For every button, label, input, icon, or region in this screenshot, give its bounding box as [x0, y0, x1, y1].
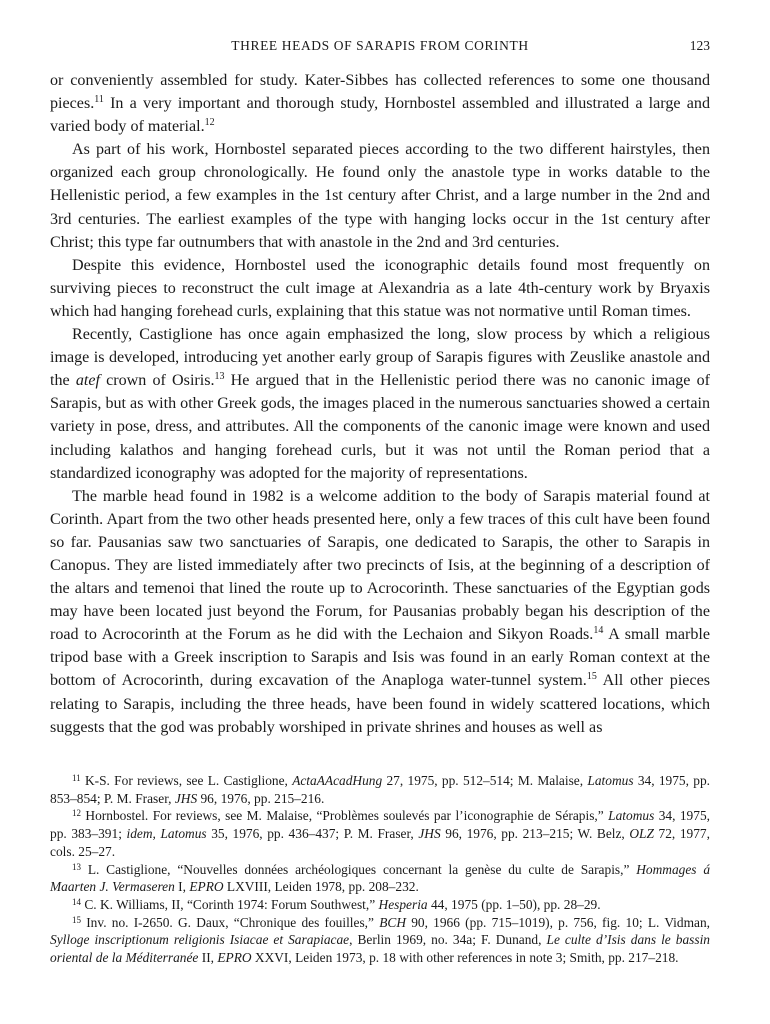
italic-text: ActaAAcadHung — [292, 773, 383, 788]
italic-text: Latomus — [608, 808, 655, 824]
text-run: Despite this evidence, Hornbostel used the iconographic details found most frequently on surviving pieces to reconstruct the cult image at Alexandria as a late 4th-century work by Bryaxis which had hanging forehead curls, explaining that this statue was not normative until Roman times. — [50, 256, 710, 320]
running-title: THREE HEADS OF SARAPIS FROM CORINTH — [231, 38, 529, 53]
footnote-ref: 11 — [94, 94, 104, 106]
text-run: 44, 1975 (pp. 1–50), pp. 28–29. — [427, 896, 601, 912]
text-run: 72, 1977, cols. 25–27. — [50, 826, 710, 859]
text-run: As part of his work, Hornbostel separated pieces according to the two different hairstyles, then organized each group chronologically. He found only the anastole type in works datable to the Hellenistic period, a few examples in the 1st century after Christ, and a large number in the 2nd and 3rd centuries. The earliest examples of the type with hanging locks occur in the 1st century after Christ; this type far outnumbers that with anastole in the 2nd and 3rd centuries. — [50, 141, 710, 251]
footnote-ref: 12 — [204, 117, 215, 129]
italic-text: Hommages á Maarten J. Vermaseren — [50, 861, 711, 895]
paragraph — [50, 323, 710, 485]
paragraph — [50, 69, 710, 138]
italic-text: OLZ — [629, 826, 654, 842]
text-run: K-S. For reviews, see L. Castiglione, — [84, 773, 293, 788]
text-run: He argued that in the Hellenistic period there was no canonic image of Sarapis, but as with other Greek gods, the images placed in the numerous sanctuaries showed a certain variety in pose, dress, and attributes. All the components of the canonic image were known and used including kalathos and hanging forehead curls, but it was not until the Roman period that a standardized iconography was adopted for the majority of representations. — [50, 372, 710, 482]
text-run: crown of Osiris. — [99, 372, 215, 390]
page-number: 123 — [689, 38, 710, 53]
italic-text: Hesperia — [378, 896, 428, 912]
text-run: Recently, Castiglione has once again emphasized the long, slow process by which a religious image is developed, introducing yet another early group of Sarapis figures with Zeuslike anastole and the — [50, 326, 710, 390]
footnote — [50, 861, 710, 896]
text-run: II, — [198, 950, 218, 966]
text-run: 34, 1975, pp. 853–854; P. M. Fraser, — [50, 773, 710, 806]
text-run: XXVI, Leiden 1973, p. 18 with other references in note 3; Smith, pp. 217–218. — [251, 950, 679, 966]
text-run: In a very important and thorough study, Hornbostel assembled and illustrated a large and varied body of material. — [50, 95, 710, 136]
page — [50, 38, 710, 739]
text-run: A small marble tripod base with a Greek inscription to Sarapis and Isis was found in an early Roman context at the bottom of Acrocorinth, during excavation of the Anaploga water-tunnel system. — [50, 626, 711, 690]
footnote-number: 15 — [72, 914, 81, 925]
footnote-number: 11 — [72, 773, 81, 783]
italic-text: Le culte d’Isis dans le bassin oriental de la Méditerranée — [50, 932, 710, 966]
text-run: C. K. Williams, II, “Corinth 1974: Forum Southwest,” — [84, 896, 379, 912]
footnotes — [50, 772, 710, 967]
text-run: Hornbostel. For reviews, see M. Malaise, “Problèmes soulevés par l’iconographie de Sérapis,” — [85, 808, 609, 824]
text-run: or conveniently assembled for study. Kater-Sibbes has collected references to some one thousand pieces. — [50, 72, 710, 113]
text-run: Inv. no. I-2650. G. Daux, “Chronique des fouilles,” — [86, 914, 380, 930]
text-run: 27, 1975, pp. 512–514; M. Malaise, — [382, 773, 588, 788]
text-run: The marble head found in 1982 is a welcome addition to the body of Sarapis material found at Corinth. Apart from the two other heads presented here, only a few traces of this cult have been found so far. Pausanias saw two sanctuaries of Sarapis, one dedicated to Sarapis, the other to Sarapis in Canopus. They are listed immediately after two precincts of Isis, at the beginning of a description of the altars and temenoi that lined the route up to Acrocorinth. These sanctuaries of the Egyptian gods may have been located just beyond the Forum, for Pausanias probably began his description of the road to Acrocorinth at the Forum as he did with the Lechaion and Sikyon Roads. — [50, 487, 710, 644]
text-run: 35, 1976, pp. 436–437; P. M. Fraser, — [206, 826, 419, 842]
italic-text: JHS — [418, 826, 441, 842]
italic-text: atef — [75, 372, 100, 390]
running-header — [50, 38, 710, 60]
paragraph — [50, 138, 710, 253]
paragraph — [50, 254, 710, 323]
text-run: I, — [174, 879, 190, 895]
italic-text: EPRO — [189, 879, 224, 895]
text-run: 34, 1975, pp. 383–391; — [50, 808, 710, 842]
footnote — [50, 807, 710, 860]
footnote — [50, 772, 710, 807]
text-run: 90, 1966 (pp. 715–1019), p. 756, fig. 10; L. Vidman, — [406, 914, 711, 930]
italic-text: Latomus — [587, 773, 634, 788]
text-run: 96, 1976, pp. 213–215; W. Belz, — [440, 826, 630, 842]
text-run: All other pieces relating to Sarapis, including the three heads, have been found in widely scattered locations, which suggests that the god was probably worshiped in private shrines and houses as well as — [50, 672, 711, 736]
italic-text: EPRO — [217, 950, 252, 966]
italic-text: idem, Latomus — [126, 826, 207, 842]
italic-text: Sylloge inscriptionum religionis Isiacae et Sarapiacae — [50, 932, 350, 948]
footnote-ref: 14 — [593, 625, 604, 637]
text-run: LXVIII, Leiden 1978, pp. 208–232. — [223, 879, 419, 895]
footnote — [50, 914, 710, 967]
body-text — [50, 69, 710, 739]
footnote-number: 13 — [72, 861, 81, 872]
text-run: 96, 1976, pp. 215–216. — [197, 790, 325, 806]
italic-text: JHS — [174, 790, 198, 806]
footnote — [50, 896, 710, 914]
footnote-ref: 13 — [214, 371, 225, 383]
italic-text: BCH — [379, 914, 406, 930]
paragraph — [50, 485, 710, 739]
footnote-ref: 15 — [586, 671, 597, 683]
footnote-number: 14 — [72, 896, 81, 907]
text-run: L. Castiglione, “Nouvelles données archéologiques concernant la genèse du culte de Sarapis,” — [87, 861, 637, 877]
text-run: , Berlin 1969, no. 34a; F. Dunand, — [349, 932, 547, 948]
footnote-number: 12 — [72, 808, 81, 819]
